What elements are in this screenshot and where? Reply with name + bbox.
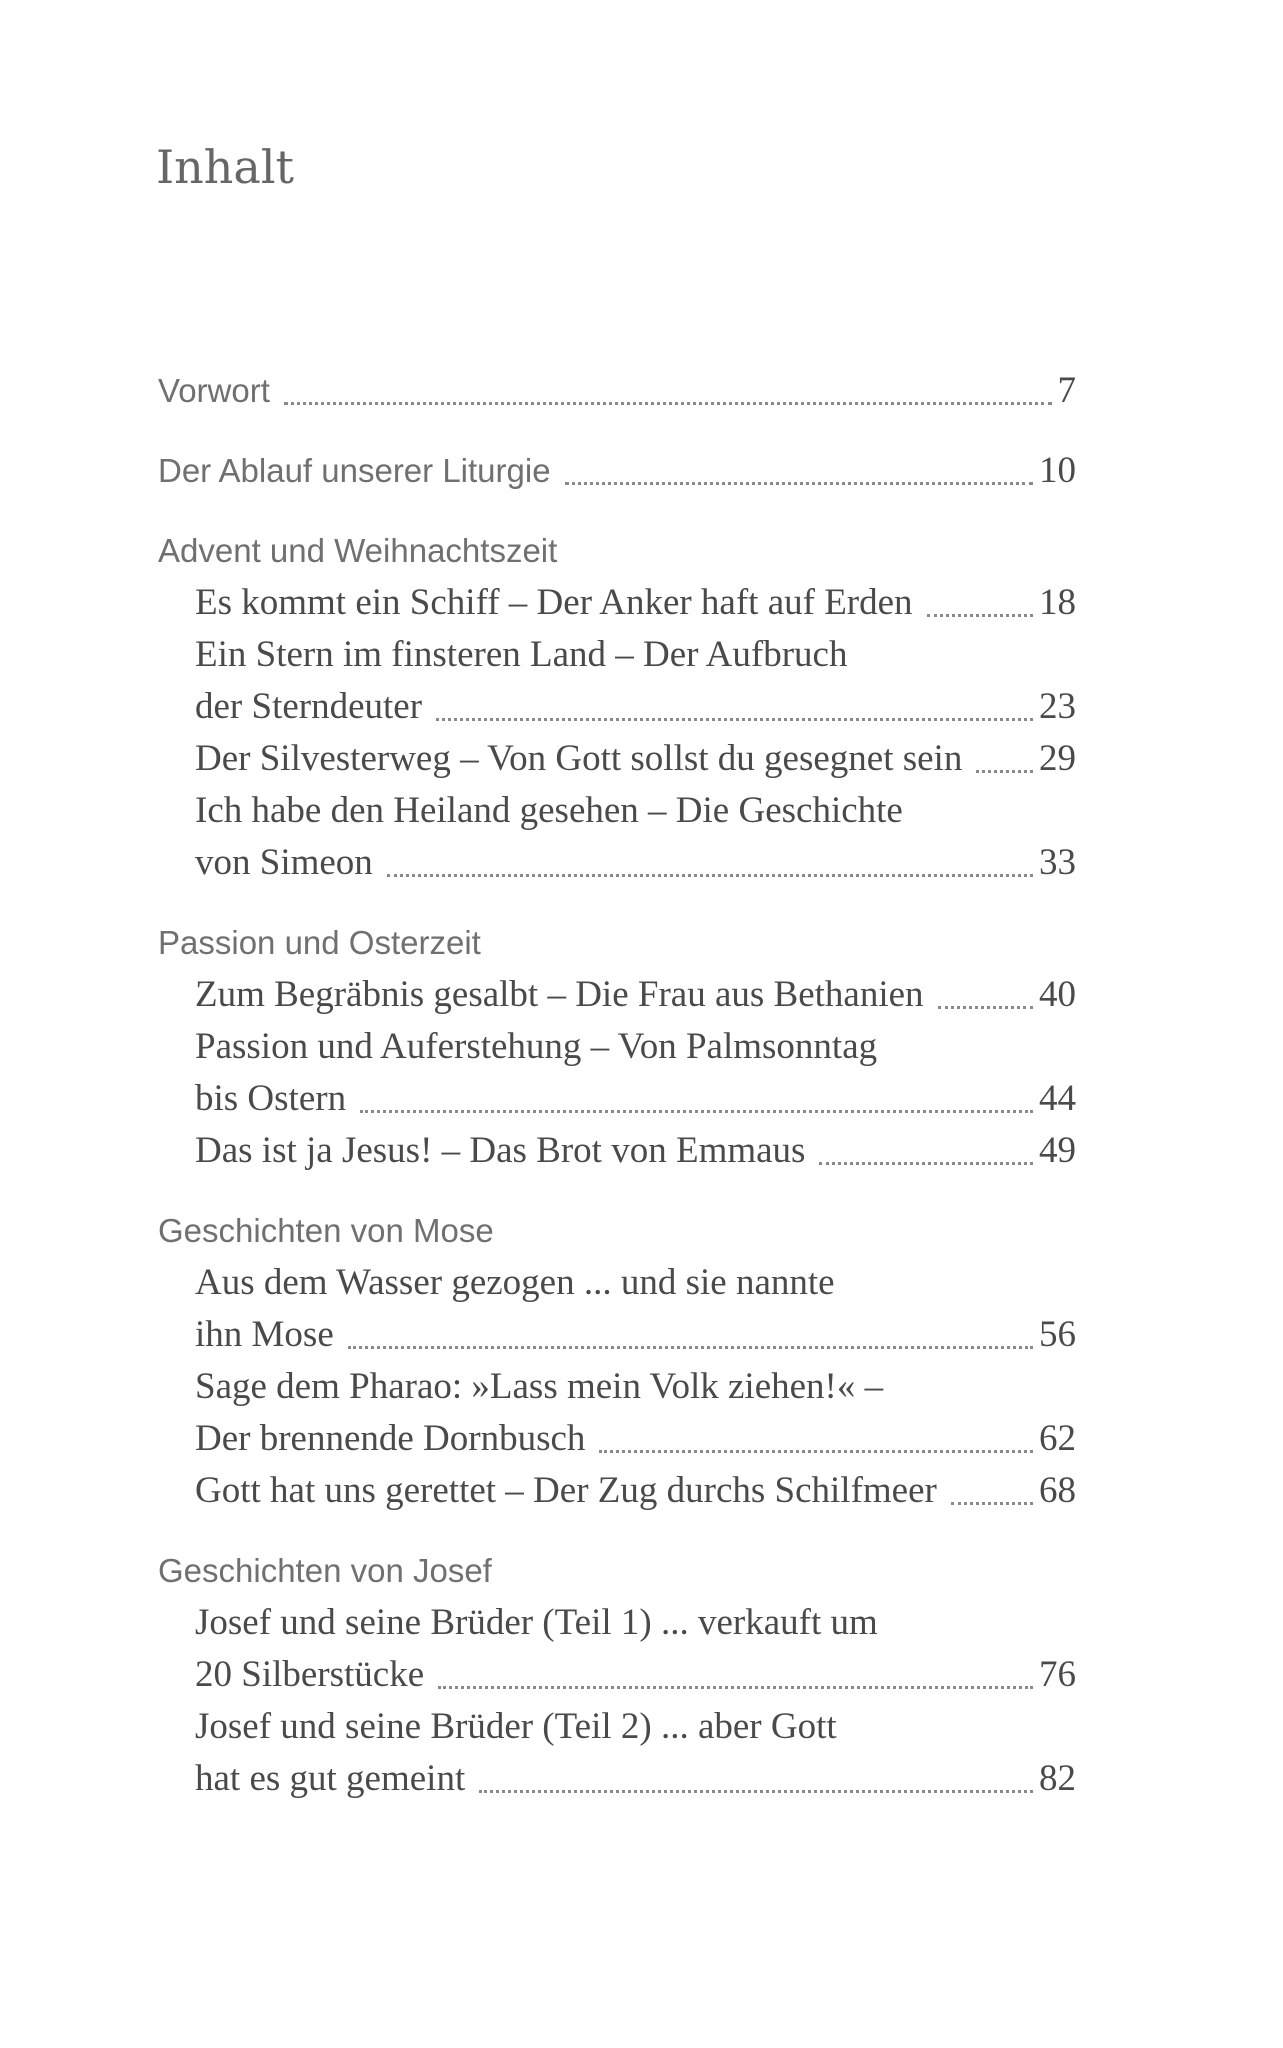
toc-page-number: 56 — [1039, 1314, 1076, 1355]
dot-leader — [819, 1162, 1033, 1165]
toc-page-number: 29 — [1039, 738, 1076, 779]
toc-entry — [158, 785, 1076, 889]
toc-entry-label: Der brennende Dornbusch — [195, 1418, 586, 1459]
toc-entry-label: hat es gut gemeint — [195, 1758, 466, 1799]
toc-entry — [158, 1125, 1076, 1177]
dot-leader — [938, 1006, 1033, 1009]
toc-section-title: Geschichten von Mose — [158, 1212, 494, 1249]
toc-entry-label: 20 Silberstücke — [195, 1654, 425, 1695]
toc-entry — [158, 577, 1076, 629]
toc-entry-line: Josef und seine Brüder (Teil 2) ... aber Gott — [195, 1706, 837, 1747]
dot-leader — [927, 614, 1033, 617]
dot-leader — [284, 402, 1052, 405]
toc-page-number: 82 — [1039, 1758, 1076, 1799]
toc-entry-label: Der Silvesterweg – Von Gott sollst du gesegnet sein — [195, 738, 963, 779]
dot-leader — [438, 1686, 1033, 1689]
toc-entry-line: Passion und Auferstehung – Von Palmsonntag — [195, 1026, 878, 1067]
toc-page-number: 44 — [1039, 1078, 1076, 1119]
dot-leader — [360, 1110, 1033, 1113]
toc-section — [158, 1205, 1076, 1517]
table-of-contents — [158, 365, 1076, 1833]
toc-entry — [158, 629, 1076, 733]
toc-entry-line — [195, 969, 1076, 1021]
toc-entry-label: der Sterndeuter — [195, 686, 423, 727]
toc-page-number: 40 — [1039, 974, 1076, 1015]
toc-section-title: Geschichten von Josef — [158, 1552, 492, 1589]
toc-entry-line — [195, 1073, 1076, 1125]
toc-entry-line — [195, 1649, 1076, 1701]
toc-entry-line — [195, 733, 1076, 785]
toc-page-number: 23 — [1039, 686, 1076, 727]
toc-entry-line — [195, 1413, 1076, 1465]
dot-leader — [599, 1450, 1033, 1453]
toc-entry — [158, 733, 1076, 785]
toc-entry-label: Es kommt ein Schiff – Der Anker haft auf Erden — [195, 582, 913, 623]
toc-page-number: 76 — [1039, 1654, 1076, 1695]
toc-entry-line: Ich habe den Heiland gesehen – Die Geschichte — [195, 790, 903, 831]
toc-entry-line — [195, 1125, 1076, 1177]
toc-page-number: 62 — [1039, 1418, 1076, 1459]
toc-section-title: Passion und Osterzeit — [158, 924, 481, 961]
toc-page-number: 7 — [1057, 370, 1076, 411]
toc-entry-line: Sage dem Pharao: »Lass mein Volk ziehen!« – — [195, 1366, 884, 1407]
toc-entry-line — [158, 365, 1076, 417]
dot-leader — [436, 718, 1033, 721]
dot-leader — [387, 874, 1033, 877]
toc-section-title: Advent und Weihnachtszeit — [158, 532, 558, 569]
toc-entry — [158, 969, 1076, 1021]
toc-entry-label: von Simeon — [195, 842, 373, 883]
toc-entry-line: Ein Stern im finsteren Land – Der Aufbruch — [195, 634, 848, 675]
dot-leader — [951, 1502, 1033, 1505]
toc-entry — [158, 1257, 1076, 1361]
toc-top-entry — [158, 365, 1076, 417]
toc-entry-line — [195, 1753, 1076, 1805]
toc-page-number: 18 — [1039, 582, 1076, 623]
toc-top-entry — [158, 445, 1076, 497]
toc-section — [158, 917, 1076, 1177]
toc-entry — [158, 1597, 1076, 1701]
toc-entry — [158, 1021, 1076, 1125]
toc-page-number: 10 — [1039, 450, 1076, 491]
toc-entry-line: Aus dem Wasser gezogen ... und sie nannte — [195, 1262, 835, 1303]
toc-entry-line — [195, 1309, 1076, 1361]
toc-entry-label: Das ist ja Jesus! – Das Brot von Emmaus — [195, 1130, 806, 1171]
toc-section — [158, 1545, 1076, 1805]
toc-entry — [158, 1465, 1076, 1517]
toc-entry-label: ihn Mose — [195, 1314, 334, 1355]
toc-entry-line — [195, 681, 1076, 733]
dot-leader — [479, 1790, 1033, 1793]
toc-entry-label: Vorwort — [158, 372, 270, 409]
toc-entry-line — [195, 577, 1076, 629]
toc-entry-label: Gott hat uns gerettet – Der Zug durchs Schilfmeer — [195, 1470, 937, 1511]
toc-section — [158, 525, 1076, 889]
toc-entry-line — [158, 445, 1076, 497]
toc-entry-line — [195, 837, 1076, 889]
dot-leader — [348, 1346, 1033, 1349]
toc-entry-label: Zum Begräbnis gesalbt – Die Frau aus Bethanien — [195, 974, 924, 1015]
dot-leader — [976, 770, 1033, 773]
toc-entry-line — [195, 1465, 1076, 1517]
toc-entry — [158, 1361, 1076, 1465]
toc-page-number: 33 — [1039, 842, 1076, 883]
dot-leader — [565, 482, 1033, 485]
toc-entry-line: Josef und seine Brüder (Teil 1) ... verkauft um — [195, 1602, 878, 1643]
toc-entry — [158, 1701, 1076, 1805]
toc-page-number: 68 — [1039, 1470, 1076, 1511]
page-title: Inhalt — [156, 140, 295, 194]
toc-page-number: 49 — [1039, 1130, 1076, 1171]
toc-entry-label: Der Ablauf unserer Liturgie — [158, 452, 551, 489]
toc-entry-label: bis Ostern — [195, 1078, 347, 1119]
